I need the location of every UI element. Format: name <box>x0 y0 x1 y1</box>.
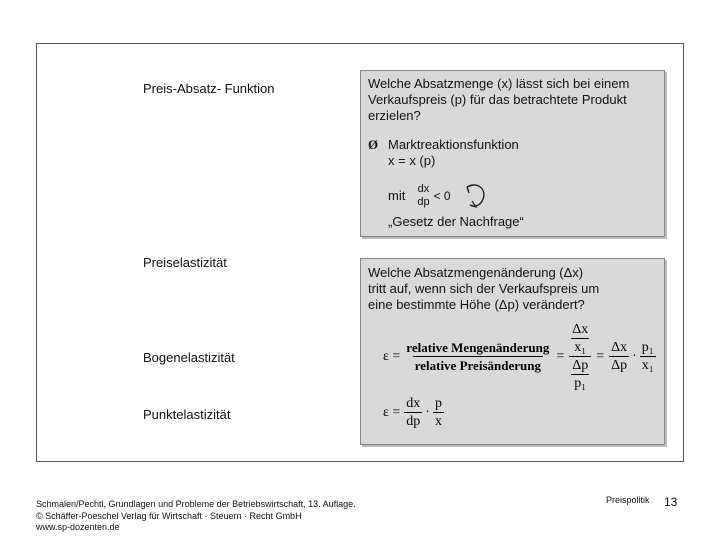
p1-num: p₁ <box>641 340 654 355</box>
delta-p-den: Δp <box>611 358 628 373</box>
footer-line1: Schmalen/Pechtl, Grundlagen und Probleme der Betriebswirtschaft, 13. Auflage. <box>36 499 356 509</box>
derivative-condition <box>388 181 489 211</box>
box1-question-line1: Welche Absatzmenge (x) lässt sich bei einem <box>368 76 630 91</box>
frac-relative-preisaenderung: relative Preisänderung <box>414 358 541 373</box>
x1-den: x₁ <box>641 358 654 373</box>
box-marktreaktion <box>360 70 665 237</box>
deriv-numerator: dx <box>417 183 430 195</box>
page-number: 13 <box>664 495 678 509</box>
delta-x-num: Δx <box>611 340 628 355</box>
equals-2: = <box>596 349 605 364</box>
x-den: x <box>434 414 442 429</box>
deriv-relation: < 0 <box>433 189 451 203</box>
dx-num: dx <box>406 396 421 411</box>
formula-bogenelastizitaet <box>383 321 656 392</box>
multiply-dot: · <box>632 349 637 364</box>
label-bogenelastizitaet: Bogenelastizität <box>143 350 235 365</box>
footer-citation <box>36 499 356 534</box>
label-preis-absatz-funktion: Preis-Absatz- Funktion <box>143 81 275 96</box>
circular-arrow-icon <box>461 181 489 211</box>
epsilon-symbol: ε = <box>383 349 401 364</box>
nested-fraction <box>569 321 591 392</box>
multiply-dot-2: · <box>425 405 430 420</box>
box1-question <box>368 76 629 124</box>
box2-question <box>368 265 599 313</box>
delta-p: Δp <box>572 358 589 373</box>
footer-section: Preispolitik <box>606 495 650 505</box>
box2-question-line3: eine bestimmte Höhe (Δp) verändert? <box>368 297 585 312</box>
label-punktelastizitaet: Punktelastizität <box>143 407 231 422</box>
box2-question-line2: tritt auf, wenn sich der Verkaufspreis um <box>368 281 600 296</box>
box1-question-line3: erzielen? <box>368 108 421 123</box>
mit-label: mit <box>388 188 406 203</box>
p-over-x-fraction <box>433 395 444 430</box>
bullet-arrow-icon: Ø <box>368 137 379 152</box>
p-num: p <box>434 396 442 411</box>
box2-question-line1: Welche Absatzmengenänderung (Δx) <box>368 265 584 280</box>
dx-dp-fraction <box>404 395 422 430</box>
bullet-marktreaktionsfunktion <box>368 137 519 153</box>
frac-relative-mengenaenderung: relative Mengenänderung <box>406 340 550 355</box>
formula-x-of-p: x = x (p) <box>388 153 436 168</box>
footer-line3: www.sp-dozenten.de <box>36 522 120 532</box>
box1-question-line2: Verkaufspreis (p) für das betrachtete Produkt <box>368 92 627 107</box>
label-preiselastizitaet: Preiselastizität <box>143 255 227 270</box>
x1-denominator: x₁ <box>571 338 589 356</box>
p1-over-x1-fraction <box>640 339 656 374</box>
delta-ratio-fraction <box>609 339 629 374</box>
equals-1: = <box>556 349 565 364</box>
derivative-fraction <box>415 183 431 209</box>
bullet-title: Marktreaktionsfunktion <box>388 137 519 152</box>
deriv-denominator: dp <box>417 196 430 208</box>
gesetz-der-nachfrage: „Gesetz der Nachfrage“ <box>388 214 524 229</box>
nested-numerator <box>569 321 591 356</box>
delta-x: Δx <box>572 322 589 337</box>
footer-line2: © Schäffer-Poeschel Verlag für Wirtschaft · Steuern · Recht GmbH <box>36 510 302 521</box>
dp-den: dp <box>406 414 421 429</box>
nested-denominator <box>569 356 591 392</box>
box-elastizitaet <box>360 258 665 445</box>
formula-punktelastizitaet <box>383 395 444 430</box>
epsilon-symbol-2: ε = <box>383 405 401 420</box>
relative-change-fraction <box>404 339 551 374</box>
p1-denominator: p₁ <box>571 374 589 392</box>
